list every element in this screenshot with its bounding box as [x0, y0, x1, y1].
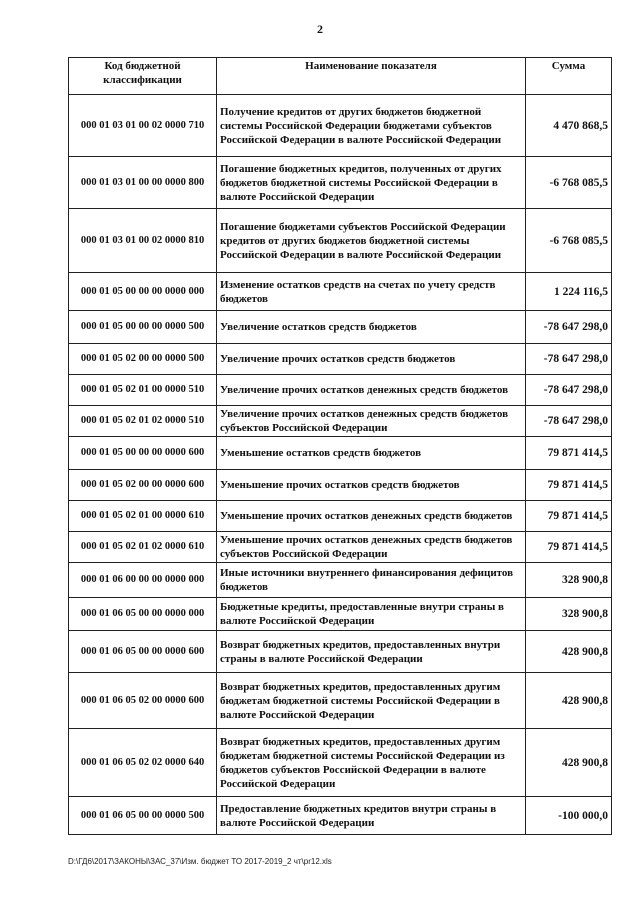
row-name: Погашение бюджетных кредитов, полученных от других бюджетов бюджетной системы Российской Федерации в валюте Российской Федерации: [217, 157, 526, 209]
row-name: Возврат бюджетных кредитов, предоставленных внутри страны в валюте Российской Федерации: [217, 631, 526, 673]
budget-sources-table: [68, 57, 612, 835]
row-name: Предоставление бюджетных кредитов внутри страны в валюте Российской Федерации: [217, 797, 526, 835]
row-name: Увеличение остатков средств бюджетов: [217, 311, 526, 344]
row-name: Уменьшение прочих остатков денежных средств бюджетов: [217, 501, 526, 532]
table-row: [69, 311, 612, 344]
row-code: 000 01 05 00 00 00 0000 600: [69, 437, 217, 470]
table-row: [69, 797, 612, 835]
row-name: Увеличение прочих остатков средств бюджетов: [217, 344, 526, 375]
row-name: Уменьшение остатков средств бюджетов: [217, 437, 526, 470]
row-sum: -6 768 085,5: [526, 157, 612, 209]
row-name: Возврат бюджетных кредитов, предоставленных другим бюджетам бюджетной системы Российской Федерации из бюджетов субъектов Российской Федерации в валюте Российской Федерации: [217, 729, 526, 797]
row-code: 000 01 06 05 00 00 0000 600: [69, 631, 217, 673]
table-row: [69, 157, 612, 209]
row-sum: -6 768 085,5: [526, 209, 612, 273]
row-sum: 428 900,8: [526, 729, 612, 797]
row-sum: -78 647 298,0: [526, 406, 612, 437]
table-row: [69, 598, 612, 631]
table-row: [69, 344, 612, 375]
page-number: 2: [317, 22, 323, 36]
header-name: Наименование показателя: [217, 58, 526, 95]
table-row: [69, 563, 612, 598]
row-code: 000 01 03 01 00 00 0000 800: [69, 157, 217, 209]
row-code: 000 01 05 00 00 00 0000 500: [69, 311, 217, 344]
row-name: Увеличение прочих остатков денежных средств бюджетов: [217, 375, 526, 406]
row-sum: -78 647 298,0: [526, 344, 612, 375]
row-code: 000 01 06 05 02 00 0000 600: [69, 673, 217, 729]
row-code: 000 01 06 05 00 00 0000 500: [69, 797, 217, 835]
row-name: Иные источники внутреннего финансирования дефицитов бюджетов: [217, 563, 526, 598]
row-sum: 428 900,8: [526, 631, 612, 673]
row-code: 000 01 06 05 00 00 0000 000: [69, 598, 217, 631]
row-sum: 79 871 414,5: [526, 437, 612, 470]
row-name: Получение кредитов от других бюджетов бюджетной системы Российской Федерации бюджетами субъектов Российской Федерации в валюте Российской Федерации: [217, 95, 526, 157]
row-code: 000 01 05 02 01 02 0000 610: [69, 532, 217, 563]
row-name: Возврат бюджетных кредитов, предоставленных другим бюджетам бюджетной системы Российской Федерации в валюте Российской Федерации: [217, 673, 526, 729]
table-row: [69, 437, 612, 470]
row-sum: 79 871 414,5: [526, 532, 612, 563]
table-row: [69, 729, 612, 797]
row-code: 000 01 05 02 01 00 0000 510: [69, 375, 217, 406]
row-sum: 4 470 868,5: [526, 95, 612, 157]
table-row: [69, 501, 612, 532]
row-sum: 428 900,8: [526, 673, 612, 729]
table-row: [69, 95, 612, 157]
table-row: [69, 631, 612, 673]
row-sum: 328 900,8: [526, 598, 612, 631]
table-header-row: [69, 58, 612, 95]
table-row: [69, 532, 612, 563]
row-code: 000 01 05 02 00 00 0000 500: [69, 344, 217, 375]
row-sum: 1 224 116,5: [526, 273, 612, 311]
row-code: 000 01 05 02 00 00 0000 600: [69, 470, 217, 501]
row-sum: -78 647 298,0: [526, 311, 612, 344]
row-code: 000 01 06 05 02 02 0000 640: [69, 729, 217, 797]
table-row: [69, 209, 612, 273]
row-sum: 79 871 414,5: [526, 501, 612, 532]
row-name: Бюджетные кредиты, предоставленные внутри страны в валюте Российской Федерации: [217, 598, 526, 631]
row-code: 000 01 03 01 00 02 0000 810: [69, 209, 217, 273]
row-name: Увеличение прочих остатков денежных средств бюджетов субъектов Российской Федерации: [217, 406, 526, 437]
row-name: Уменьшение прочих остатков средств бюджетов: [217, 470, 526, 501]
row-name: Изменение остатков средств на счетах по учету средств бюджетов: [217, 273, 526, 311]
row-sum: -78 647 298,0: [526, 375, 612, 406]
header-sum: Сумма: [526, 58, 612, 95]
row-sum: -100 000,0: [526, 797, 612, 835]
row-sum: 79 871 414,5: [526, 470, 612, 501]
file-path-footer: D:\ГД6\2017\ЗАКОНЫ\ЗАС_37\Изм. бюджет ТО 2017-2019_2 чт\pr12.xls: [68, 857, 332, 866]
row-name: Уменьшение прочих остатков денежных средств бюджетов субъектов Российской Федерации: [217, 532, 526, 563]
row-code: 000 01 05 02 01 00 0000 610: [69, 501, 217, 532]
row-name: Погашение бюджетами субъектов Российской Федерации кредитов от других бюджетов бюджетной системы Российской Федерации в валюте Российской Федерации: [217, 209, 526, 273]
table-row: [69, 406, 612, 437]
table-row: [69, 375, 612, 406]
header-code: Код бюджетной классификации: [69, 58, 217, 95]
table-row: [69, 273, 612, 311]
row-code: 000 01 03 01 00 02 0000 710: [69, 95, 217, 157]
row-sum: 328 900,8: [526, 563, 612, 598]
row-code: 000 01 06 00 00 00 0000 000: [69, 563, 217, 598]
row-code: 000 01 05 02 01 02 0000 510: [69, 406, 217, 437]
table-row: [69, 673, 612, 729]
row-code: 000 01 05 00 00 00 0000 000: [69, 273, 217, 311]
table-row: [69, 470, 612, 501]
